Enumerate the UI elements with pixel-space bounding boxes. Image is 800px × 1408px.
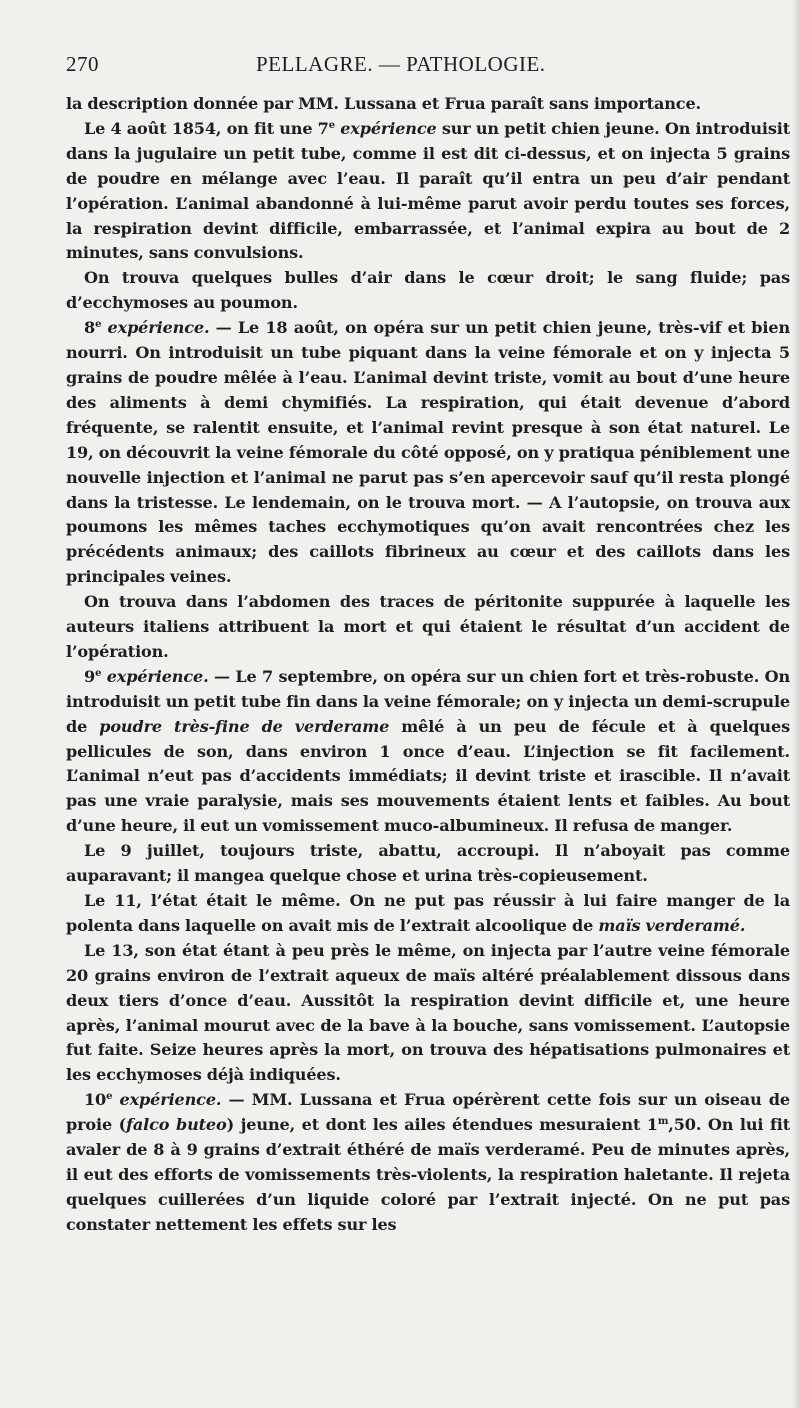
paragraph-experience-10 (66, 1088, 790, 1237)
paragraph-9 (66, 939, 790, 1088)
paragraph-3 (66, 266, 790, 316)
text-run: On trouva dans l’abdomen des traces de péritonite suppurée à laquelle les auteurs italiens attribuent la mort et qui étaient le résultat d’un accident de l’opération. (66, 592, 790, 661)
italic-text: expérience. (119, 1090, 222, 1110)
page-edge-shadow (792, 0, 800, 1408)
text-run: mêlé à un peu de fécule et à quelques pellicules de son, dans environ 1 once d’eau. L’injection se fit facilement. L’animal n’eut pas d’accidents immédiats; il devint triste et irascible. Il n’avait pas une vraie paralysie, mais ses mouvements étaient lents et faibles. Au bout d’une heure, il eut un vomissement muco-albumineux. Il refusa de manger. (66, 716, 790, 836)
paragraph-experience-7 (66, 117, 790, 266)
paragraph-experience-9 (66, 665, 790, 839)
text-run: 8 (84, 318, 96, 338)
text-run: ) jeune, et dont les ailes étendues mesuraient 1 (226, 1115, 658, 1135)
running-title: PELLAGRE. — PATHOLOGIE. (256, 52, 546, 76)
running-head (66, 52, 790, 92)
text-run: On trouva quelques bulles d’air dans le cœur droit; le sang fluide; pas d’ecchymoses au poumon. (66, 268, 790, 313)
text-run: Le 13, son état étant à peu près le même, on injecta par l’autre veine fémorale 20 grains environ de l’extrait aqueux de maïs altéré préalablement dissous dans deux tiers d’once d’eau. Aussitôt la respiration devint difficile et, une heure après, l’animal mourut avec de la bave à la bouche, sans vomissement. L’autopsie fut faite. Seize heures après la mort, on trouva des hépatisations pulmonaires et les ecchymoses déjà indiquées. (66, 940, 790, 1085)
text-run: ,50. On lui fit avaler de 8 à 9 grains d’extrait éthéré de maïs verderamé. Peu de minutes après, il eut des efforts de vomissements très-violents, la respiration haletante. Il rejeta quelques cuillerées d’un liquide coloré par l’extrait injecté. On ne put pas constater nettement les effets sur les (66, 1115, 790, 1234)
text-run: 10 (84, 1090, 107, 1110)
text-run: la description donnée par MM. Lussana et Frua paraît sans importance. (66, 94, 701, 113)
page-number: 270 (66, 52, 99, 76)
body-text (66, 92, 790, 1238)
superscript-text: e (106, 1091, 113, 1103)
superscript-text: e (95, 667, 102, 679)
text-run: — Le 18 août, on opéra sur un petit chien jeune, très-vif et bien nourri. On introduisit un tube piquant dans la veine fémorale et on y injecta 5 grains de poudre mêlée à l’eau. L’animal devint triste, vomit au bout d’une heure des aliments à demi chymifiés. La respiration, qui était devenue d’abord fréquente, se ralentit ensuite, et l’animal revint presque à son état naturel. Le 19, on découvrit la veine fémorale du côté opposé, on y pratiqua péniblement une nouvelle injection et l’animal ne parut pas s’en apercevoir sauf qu’il resta plongé dans la tristesse. Le lendemain, on le trouva mort. — A l’autopsie, on trouva aux poumons les mêmes taches ecchymotiques qu’on avait rencontrées chez les précédents animaux; des caillots fibrineux au cœur et des caillots dans les principales veines. (66, 318, 790, 587)
italic-text: expérience. (107, 318, 210, 338)
italic-text: poudre très-fine de verderame (99, 716, 390, 736)
text-run: Le 9 juillet, toujours triste, abattu, accroupi. Il n’aboyait pas comme auparavant; il mangea quelque chose et urina très-copieusement. (66, 841, 790, 886)
superscript-text: m (657, 1116, 669, 1128)
italic-text: expérience. (106, 666, 209, 686)
paragraph-5 (66, 590, 790, 665)
text-run: — Le 7 septembre, on opéra sur un chien fort et très-robuste. On introduisit un petit tube fin dans la veine fémorale; on y injecta un demi-scrupule de (66, 666, 790, 736)
superscript-text: e (95, 319, 102, 331)
text-run: 9 (84, 666, 96, 686)
text-run: — MM. Lussana et Frua opérèrent cette fois sur un oiseau de proie ( (66, 1090, 790, 1135)
text-run (112, 1090, 119, 1109)
italic-text: expérience (340, 118, 437, 138)
superscript-text: e (328, 119, 335, 131)
text-run: Le 4 août 1854, on fit une 7 (84, 118, 329, 138)
italic-text: maïs verderamé. (598, 915, 746, 935)
text-run: sur un petit chien jeune. On introduisit dans la jugulaire un petit tube, comme il est dit ci-dessus, et on injecta 5 grains de poudre en mélange avec l’eau. Il paraît qu’il entra un peu d’air pendant l’opération. L’animal abandonné à lui-même parut avoir perdu toutes ses forces, la respiration devint difficile, embarrassée, et l’animal expira au bout de 2 minutes, sans convulsions. (66, 118, 790, 263)
paragraph-8 (66, 889, 790, 939)
paragraph-experience-8 (66, 316, 790, 590)
text-run: Le 11, l’état était le même. On ne put pas réussir à lui faire manger de la polenta dans laquelle on avait mis de l’extrait alcoolique de (66, 891, 790, 935)
italic-text: falco buteo (126, 1115, 227, 1135)
book-page (66, 52, 790, 1238)
paragraph-1 (66, 92, 790, 117)
paragraph-7 (66, 839, 790, 889)
